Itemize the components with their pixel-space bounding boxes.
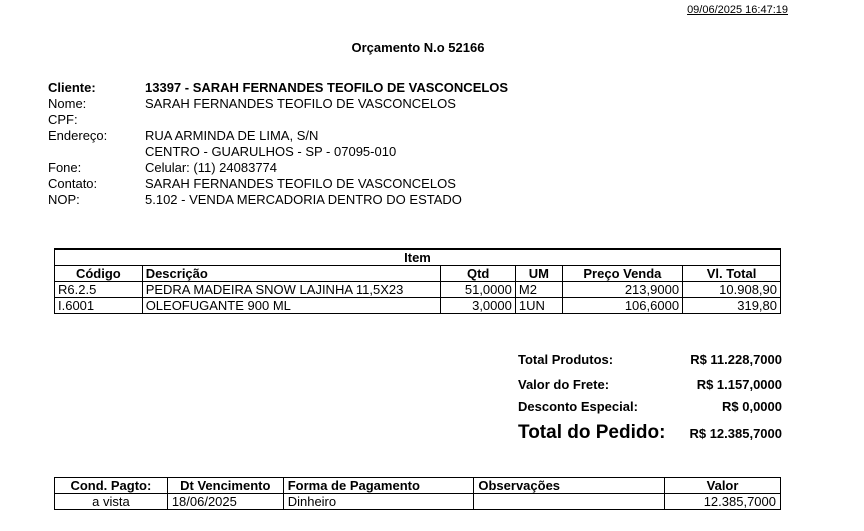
column-header: Cond. Pagto: <box>55 478 168 494</box>
client-value: 13397 - SARAH FERNANDES TEOFILO DE VASCONCELOS <box>145 80 509 95</box>
nop-label: NOP: <box>48 192 80 207</box>
item-total: 319,80 <box>683 298 781 314</box>
payment-due-date: 18/06/2025 <box>167 494 283 510</box>
column-header: Dt Vencimento <box>167 478 283 494</box>
contact-value: SARAH FERNANDES TEOFILO DE VASCONCELOS <box>145 176 456 191</box>
client-row <box>48 80 508 96</box>
item-description: PEDRA MADEIRA SNOW LAJINHA 11,5X23 <box>142 282 441 298</box>
total-products-row <box>518 352 782 367</box>
item-code: I.6001 <box>55 298 143 314</box>
page-title: Orçamento N.o 52166 <box>351 40 485 55</box>
column-header: Forma de Pagamento <box>283 478 474 494</box>
item-qty: 51,0000 <box>441 282 515 298</box>
column-header: Preço Venda <box>562 266 682 282</box>
item-price: 106,6000 <box>562 298 682 314</box>
table-row <box>55 494 781 510</box>
freight-value: R$ 1.157,0000 <box>696 377 782 392</box>
column-header: Descrição <box>142 266 441 282</box>
item-description: OLEOFUGANTE 900 ML <box>142 298 441 314</box>
client-info <box>48 80 508 208</box>
item-unit: M2 <box>515 282 562 298</box>
phone-row <box>48 160 508 176</box>
item-total: 10.908,90 <box>683 282 781 298</box>
address-line-1: RUA ARMINDA DE LIMA, S/N <box>145 128 319 143</box>
payment-header-row <box>55 478 781 494</box>
address-row-2 <box>48 144 508 160</box>
payment-table <box>54 477 781 510</box>
address-line-2: CENTRO - GUARULHOS - SP - 07095-010 <box>145 144 397 159</box>
name-value: SARAH FERNANDES TEOFILO DE VASCONCELOS <box>145 96 456 111</box>
total-products-label: Total Produtos: <box>518 352 614 367</box>
nop-value: 5.102 - VENDA MERCADORIA DENTRO DO ESTADO <box>145 192 462 207</box>
discount-value: R$ 0,0000 <box>722 399 782 414</box>
order-total-value: R$ 12.385,7000 <box>689 426 782 441</box>
order-total-label: Total do Pedido: <box>518 422 666 443</box>
item-unit: 1UN <box>515 298 562 314</box>
phone-label: Fone: <box>48 160 82 175</box>
payment-condition: a vista <box>55 494 168 510</box>
item-qty: 3,0000 <box>441 298 515 314</box>
nop-row <box>48 192 508 208</box>
name-label: Nome: <box>48 96 87 111</box>
cpf-label: CPF: <box>48 112 78 127</box>
items-group-header: Item <box>55 249 781 266</box>
payment-value: 12.385,7000 <box>665 494 781 510</box>
order-total-row <box>518 422 782 444</box>
payment-notes <box>474 494 665 510</box>
discount-label: Desconto Especial: <box>518 399 638 414</box>
column-header: Vl. Total <box>683 266 781 282</box>
phone-value: Celular: (11) 24083774 <box>145 160 278 175</box>
cpf-row <box>48 112 508 128</box>
address-label: Endereço: <box>48 128 108 143</box>
name-row <box>48 96 508 112</box>
total-products-value: R$ 11.228,7000 <box>690 352 782 367</box>
item-code: R6.2.5 <box>55 282 143 298</box>
column-header: Qtd <box>441 266 515 282</box>
freight-label: Valor do Frete: <box>518 377 610 392</box>
column-header: Código <box>55 266 143 282</box>
address-row <box>48 128 508 144</box>
items-table <box>54 248 781 314</box>
column-header: UM <box>515 266 562 282</box>
freight-row <box>518 377 782 392</box>
table-row <box>55 298 781 314</box>
column-header: Observações <box>474 478 665 494</box>
print-timestamp: 09/06/2025 16:47:19 <box>687 4 788 16</box>
discount-row <box>518 399 782 414</box>
items-header-row <box>55 266 781 282</box>
contact-row <box>48 176 508 192</box>
item-price: 213,9000 <box>562 282 682 298</box>
payment-method: Dinheiro <box>283 494 474 510</box>
contact-label: Contato: <box>48 176 98 191</box>
column-header: Valor <box>665 478 781 494</box>
client-label: Cliente: <box>48 80 96 95</box>
table-row <box>55 282 781 298</box>
